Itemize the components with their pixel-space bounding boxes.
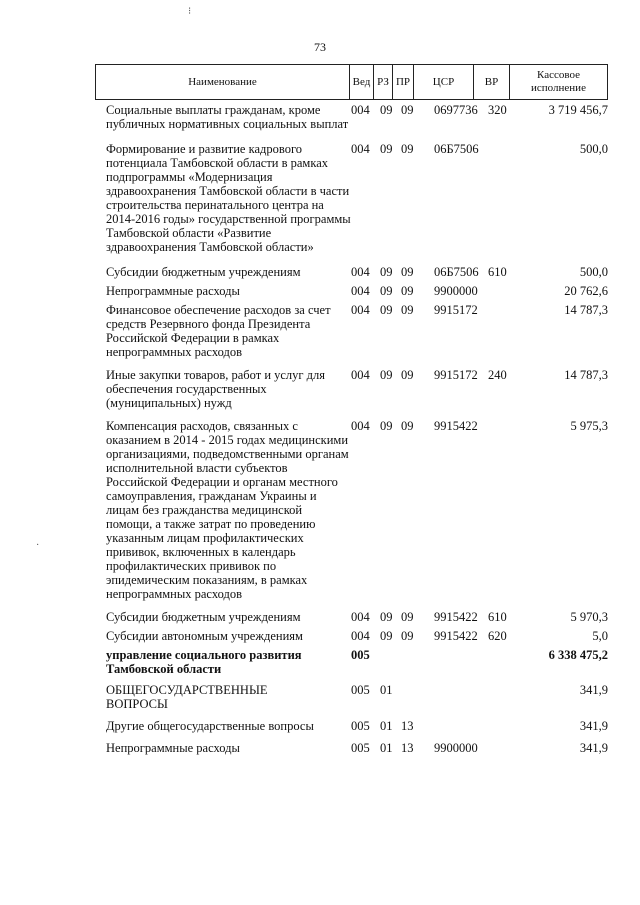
row-vr: 610 (488, 610, 507, 624)
row-pr: 13 (401, 741, 414, 755)
row-rz: 09 (380, 629, 393, 643)
row-csr: 9915422 (434, 629, 478, 643)
row-kas: 500,0 (579, 265, 608, 279)
scan-mark: ⁝ (188, 6, 192, 17)
row-rz: 09 (380, 284, 393, 298)
row-name: Другие общегосударственные вопросы (106, 719, 314, 733)
row-kas: 5,0 (592, 629, 608, 643)
row-csr: 06Б7506 (434, 142, 479, 156)
row-pr (401, 648, 434, 676)
row-rz: 09 (380, 303, 393, 317)
row-name: Иные закупки товаров, работ и услуг для обеспечения государственных (муниципальных) нужд (106, 368, 326, 410)
row-csr: 9915172 (434, 303, 478, 317)
row-pr: 09 (401, 610, 414, 624)
row-name: Компенсация расходов, связанных с оказанием в 2014 - 2015 годах медицинскими организациями, подведомственными органам исполнительной власти субъектов Российской Федерации и органам местного самоуправления, гражданам Украины и лицам без гражданства медицинской помощи, а также затрат по проведению указанным лицам профилактических прививок, включенных в календарь профилактических прививок по эпидемическим показаниям, в рамках непрограммных расходов (106, 419, 349, 601)
row-pr: 09 (401, 284, 414, 298)
row-ved: 004 (351, 610, 370, 624)
row-vr: 610 (488, 265, 507, 279)
row-pr (401, 683, 434, 711)
row-name: Непрограммные расходы (106, 741, 240, 755)
row-kas: 341,9 (579, 683, 608, 697)
row-ved: 004 (351, 419, 370, 433)
table-row (106, 103, 608, 131)
row-csr: 9900000 (434, 741, 478, 755)
row-vr: 320 (488, 103, 507, 117)
row-csr: 9915422 (434, 610, 478, 624)
header-ved: Вед (349, 65, 373, 99)
row-ved: 004 (351, 103, 370, 117)
row-name: Социальные выплаты гражданам, кроме публичных нормативных социальных выплат (106, 103, 349, 131)
row-vr: 620 (488, 629, 507, 643)
row-name: Субсидии бюджетным учреждениям (106, 265, 301, 279)
row-pr: 09 (401, 142, 414, 156)
row-rz: 09 (380, 103, 393, 117)
row-kas: 341,9 (579, 741, 608, 755)
row-vr (488, 142, 516, 254)
table-row (106, 629, 608, 643)
row-kas: 20 762,6 (564, 284, 608, 298)
row-pr: 09 (401, 419, 414, 433)
table-row (106, 368, 608, 410)
row-kas: 5 975,3 (570, 419, 608, 433)
page-number: 73 (314, 40, 326, 54)
row-rz: 09 (380, 368, 393, 382)
row-ved: 004 (351, 284, 370, 298)
row-vr (488, 719, 516, 733)
row-ved: 004 (351, 265, 370, 279)
row-rz: 09 (380, 419, 393, 433)
table-row (106, 142, 608, 254)
row-pr: 09 (401, 303, 414, 317)
row-rz (380, 648, 401, 676)
row-vr (488, 419, 516, 601)
row-ved: 005 (351, 719, 370, 733)
row-name: управление социального развития Тамбовской области (106, 648, 302, 676)
row-ved: 005 (351, 683, 370, 697)
row-ved: 004 (351, 303, 370, 317)
table-row (106, 284, 608, 298)
row-name: ОБЩЕГОСУДАРСТВЕННЫЕ ВОПРОСЫ (106, 683, 268, 711)
row-kas: 5 970,3 (570, 610, 608, 624)
row-csr: 9915422 (434, 419, 478, 433)
row-rz: 09 (380, 610, 393, 624)
row-name: Субсидии автономным учреждениям (106, 629, 303, 643)
row-ved: 004 (351, 368, 370, 382)
row-csr: 9900000 (434, 284, 478, 298)
row-vr (488, 303, 516, 359)
row-pr: 09 (401, 629, 414, 643)
row-pr: 09 (401, 103, 414, 117)
header-rz: РЗ (373, 65, 392, 99)
row-kas: 3 719 456,7 (548, 103, 608, 117)
row-pr: 13 (401, 719, 414, 733)
table-row (106, 683, 608, 711)
row-csr (434, 719, 488, 733)
row-kas: 341,9 (579, 719, 608, 733)
table-row (106, 741, 608, 755)
row-rz: 01 (380, 741, 393, 755)
row-csr: 9915172 (434, 368, 478, 382)
table-row (106, 265, 608, 279)
table-row (106, 610, 608, 624)
row-name: Непрограммные расходы (106, 284, 240, 298)
row-kas: 14 787,3 (564, 303, 608, 317)
row-vr (488, 683, 516, 711)
row-vr: 240 (488, 368, 507, 382)
header-name: Наименование (188, 75, 257, 88)
header-vr: ВР (473, 65, 509, 99)
row-csr: 06Б7506 (434, 265, 479, 279)
row-ved: 005 (351, 648, 370, 662)
row-pr: 09 (401, 368, 414, 382)
row-csr (434, 648, 488, 676)
header-pr: ПР (392, 65, 413, 99)
row-vr (488, 741, 516, 755)
row-ved: 004 (351, 142, 370, 156)
row-kas: 500,0 (579, 142, 608, 156)
row-name: Субсидии бюджетным учреждениям (106, 610, 301, 624)
row-csr: 0697736 (434, 103, 478, 117)
row-csr (434, 683, 488, 711)
row-kas: 6 338 475,2 (548, 648, 608, 662)
row-name: Формирование и развитие кадрового потенциала Тамбовской области в рамках подпрограммы «Модернизация здравоохранения Тамбовской области в части строительства перинатального центра на 2014-2016 годы» государственной программы Тамбовской области «Развитие здравоохранения Тамбовской области» (106, 142, 351, 254)
row-name: Финансовое обеспечение расходов за счет средств Резервного фонда Президента Российской Федерации в рамках непрограммных расходов (106, 303, 331, 359)
row-rz: 09 (380, 142, 393, 156)
table-header (95, 64, 608, 100)
row-rz: 01 (380, 719, 393, 733)
row-vr (488, 284, 516, 298)
row-kas: 14 787,3 (564, 368, 608, 382)
row-rz: 01 (380, 683, 393, 697)
row-rz: 09 (380, 265, 393, 279)
table-row (106, 419, 608, 601)
header-csr: ЦСР (413, 65, 473, 99)
row-vr (488, 648, 516, 676)
table-row (106, 303, 608, 359)
header-kas: Кассовое исполнение (509, 65, 607, 99)
row-pr: 09 (401, 265, 414, 279)
row-ved: 004 (351, 629, 370, 643)
scan-mark: · (36, 540, 40, 551)
table-body (106, 103, 608, 760)
table-row (106, 719, 608, 733)
row-ved: 005 (351, 741, 370, 755)
table-row (106, 648, 608, 676)
